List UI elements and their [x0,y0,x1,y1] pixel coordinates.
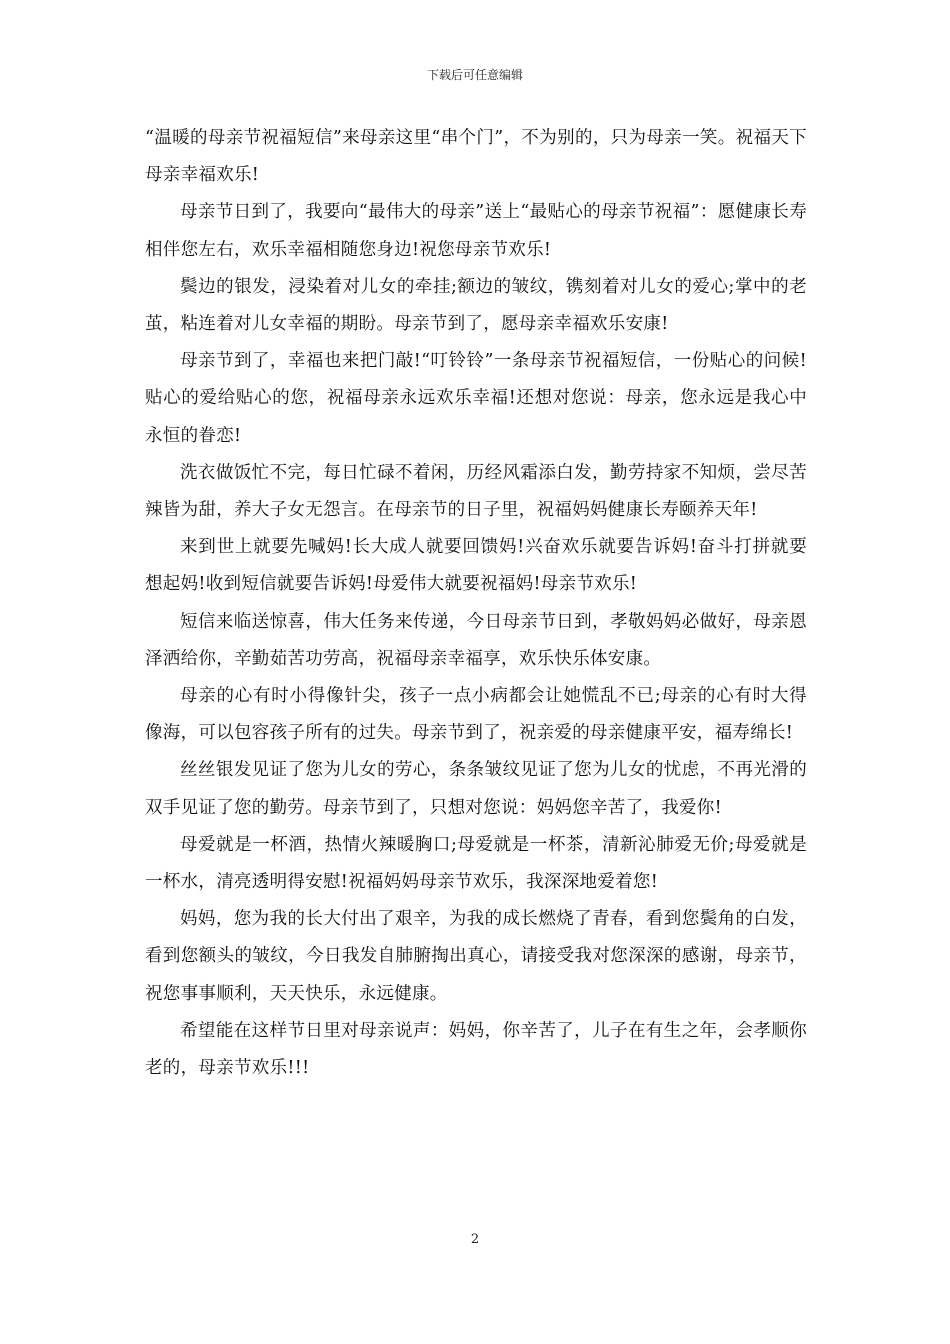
paragraph: “温暖的母亲节祝福短信”来母亲这里“串个门”，不为别的，只为母亲一笑。祝福天下母亲幸福欢乐! [145,128,807,186]
page-header: 下载后可任意编辑 [426,68,523,82]
paragraph: 来到世上就要先喊妈!长大成人就要回馈妈!兴奋欢乐就要告诉妈!奋斗打拼就要想起妈!收到短信就要告诉妈!母爱伟大就要祝福妈!母亲节欢乐! [145,537,807,595]
paragraph: 母亲的心有时小得像针尖，孩子一点小病都会让她慌乱不已;母亲的心有时大得像海，可以包容孩子所有的过失。母亲节到了，祝亲爱的母亲健康平安，福寿绵长! [145,686,807,744]
paragraph: 洗衣做饭忙不完，每日忙碌不着闲，历经风霜添白发，勤劳持家不知烦，尝尽苦辣皆为甜，养大子女无怨言。在母亲节的日子里，祝福妈妈健康长寿颐养天年! [145,462,807,521]
paragraph: 丝丝银发见证了您为儿女的劳心，条条皱纹见证了您为儿女的忧虑，不再光滑的双手见证了您的勤劳。母亲节到了，只想对您说：妈妈您辛苦了，我爱你! [145,760,807,818]
paragraph: 希望能在这样节日里对母亲说声：妈妈，你辛苦了，儿子在有生之年，会孝顺你老的，母亲节欢乐!!! [145,1020,807,1079]
paragraph: 鬓边的银发，浸染着对儿女的牵挂;额边的皱纹，镌刻着对儿女的爱心;掌中的老茧，粘连着对儿女幸福的期盼。母亲节到了，愿母亲幸福欢乐安康! [145,276,807,335]
page-number: 2 [470,1232,480,1247]
paragraph: 短信来临送惊喜，伟大任务来传递，今日母亲节日到，孝敬妈妈必做好，母亲恩泽洒给你，辛勤茹苦功劳高，祝福母亲幸福享，欢乐快乐体安康。 [145,611,807,669]
paragraph: 母亲节日到了，我要向“最伟大的母亲”送上“最贴心的母亲节祝福”：愿健康长寿相伴您左右，欢乐幸福相随您身边!祝您母亲节欢乐! [145,202,807,260]
paragraph: 母亲节到了，幸福也来把门敲!“叮铃铃”一条母亲节祝福短信，一份贴心的问候!贴心的爱给贴心的您，祝福母亲永远欢乐幸福!还想对您说：母亲，您永远是我心中永恒的眷恋! [145,351,807,446]
paragraph: 妈妈，您为我的长大付出了艰辛，为我的成长燃烧了青春，看到您鬓角的白发，看到您额头的皱纹，今日我发自肺腑掏出真心，请接受我对您深深的感谢，母亲节，祝您事事顺利，天天快乐，永远健康。 [145,909,807,1004]
paragraph: 母爱就是一杯酒，热情火辣暖胸口;母爱就是一杯茶，清新沁肺爱无价;母爱就是一杯水，清亮透明得安慰!祝福妈妈母亲节欢乐，我深深地爱着您! [145,834,807,893]
document-body [145,120,807,1087]
